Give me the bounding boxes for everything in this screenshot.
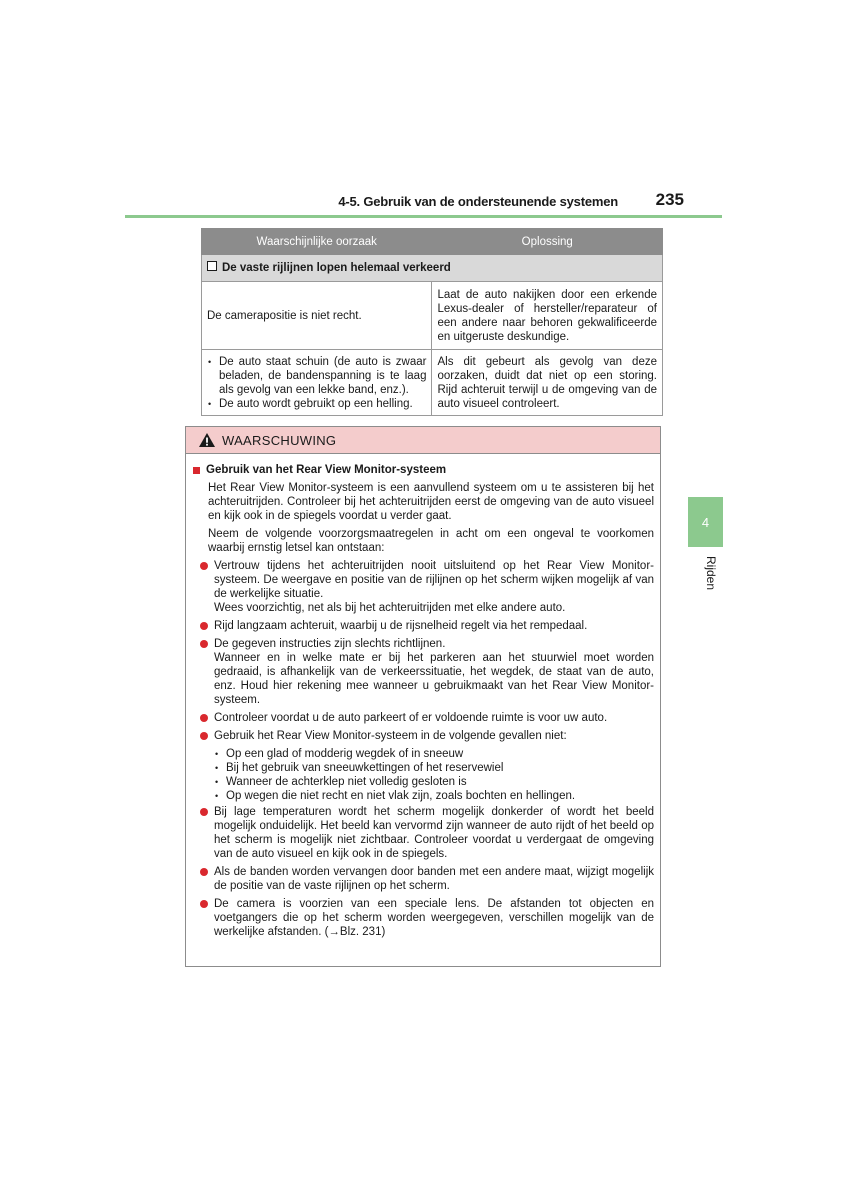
- item-text: De gegeven instructies zijn slechts richtlijnen.: [214, 638, 446, 650]
- list-item: [214, 805, 654, 861]
- item-text: Wanneer en in welke mate er bij het parkeren aan het stuurwiel moet worden gedraaid, is afhankelijk van de verkeerssituatie, het wegdek, de staat van de auto, enz. Houd hier rekening mee wanneer u gebruikmaakt van het Rear View Monitor-systeem.: [214, 652, 654, 706]
- list-item: [214, 711, 654, 725]
- list-item: [214, 729, 654, 803]
- item-text: Wees voorzichtig, net als bij het achteruitrijden met elke andere auto.: [214, 602, 566, 614]
- warning-header: [186, 427, 660, 454]
- item-text: Bij lage temperaturen wordt het scherm mogelijk donkerder of wordt het beeld mogelijk onduidelijk. Het beeld kan vervormd zijn wanneer de auto rijdt of het beeld op het scherm is mogelijk niet zichtbaar. Controleer voordat u verdergaat de omgeving van de auto visueel en kijk ook in de spiegels.: [214, 806, 654, 860]
- solution-cell: Als dit gebeurt als gevolg van deze oorzaken, duidt dat niet op een storing. Rijd achteruit terwijl u de omgeving van de auto visueel controleert.: [432, 350, 663, 416]
- chapter-tab: [688, 497, 723, 547]
- sub-list-item: • Op wegen die niet recht en niet vlak zijn, zoals bochten en hellingen.: [226, 789, 654, 803]
- red-bullet-icon: [200, 808, 208, 816]
- sub-list-item: • Wanneer de achterklep niet volledig gesloten is: [226, 775, 654, 789]
- warning-section-title: [192, 463, 654, 477]
- list-item: [214, 637, 654, 707]
- item-text: Gebruik het Rear View Monitor-systeem in de volgende gevallen niet:: [214, 730, 567, 742]
- red-bullet-icon: [200, 900, 208, 908]
- warning-box: [185, 426, 661, 967]
- table-row: [202, 282, 663, 350]
- checkbox-icon: [207, 261, 217, 271]
- sub-list: [214, 747, 654, 803]
- subheader-label: De vaste rijlijnen lopen helemaal verkeerd: [222, 262, 451, 274]
- chapter-number: 4: [701, 514, 710, 530]
- list-item: [214, 559, 654, 615]
- table-row: [202, 350, 663, 416]
- list-item: • De auto staat schuin (de auto is zwaar beladen, de bandenspanning is te laag als gevolg van een lekke band, enz.).: [219, 355, 426, 397]
- list-item: • De auto wordt gebruikt op een helling.: [219, 397, 426, 411]
- section-title: 4-5. Gebruik van de ondersteunende systemen: [338, 194, 618, 209]
- header-rule: [125, 215, 722, 218]
- solution-cell: Laat de auto nakijken door een erkende Lexus-dealer of hersteller/reparateur of een andere naar behoren gekwalificeerde en uitgeruste deskundige.: [432, 282, 663, 350]
- red-bullet-icon: [200, 622, 208, 630]
- page-number: 235: [655, 190, 684, 209]
- red-bullet-icon: [200, 732, 208, 740]
- intro-paragraph: Het Rear View Monitor-systeem is een aanvullend systeem om u te assisteren bij het achteruitrijden. Controleer bij het achteruitrijden eerst de omgeving van de auto visueel en kijk ook in de spiegels voordat u verder gaat.: [208, 482, 654, 522]
- cause-cell: De camerapositie is niet recht.: [202, 282, 432, 350]
- list-item: [214, 619, 654, 633]
- item-text: Controleer voordat u de auto parkeert of er voldoende ruimte is voor uw auto.: [214, 712, 608, 724]
- item-text: Als de banden worden vervangen door banden met een andere maat, wijzigt mogelijk de positie van de vaste rijlijnen op het scherm.: [214, 866, 654, 892]
- chapter-label: Rijden: [704, 556, 718, 591]
- red-bullet-icon: [200, 714, 208, 722]
- list-item: [214, 865, 654, 893]
- red-square-icon: [193, 467, 200, 474]
- warning-section-label: Gebruik van het Rear View Monitor-systeem: [206, 464, 447, 476]
- red-bullet-icon: [200, 562, 208, 570]
- column-header-cause: Waarschijnlijke oorzaak: [202, 229, 432, 255]
- list-item: [214, 897, 654, 939]
- column-header-solution: Oplossing: [432, 229, 663, 255]
- cause-cell: [202, 350, 432, 416]
- item-text: De camera is voorzien van een speciale lens. De afstanden tot objecten en voetgangers die op het scherm worden weergegeven, verschillen mogelijk van de werkelijke afstanden. (→Blz. 231): [214, 898, 654, 938]
- warning-triangle-icon: [198, 432, 216, 448]
- troubleshooting-table: [201, 228, 663, 416]
- warning-title: WAARSCHUWING: [222, 432, 337, 448]
- item-text: Rijd langzaam achteruit, waarbij u de rijsnelheid regelt via het rempedaal.: [214, 620, 588, 632]
- sub-list-item: • Bij het gebruik van sneeuwkettingen of het reservewiel: [226, 761, 654, 775]
- red-bullet-icon: [200, 868, 208, 876]
- warning-body: [186, 454, 660, 939]
- table-subheader: [202, 255, 663, 282]
- item-text: Vertrouw tijdens het achteruitrijden nooit uitsluitend op het Rear View Monitor-systeem. De weergave en positie van de rijlijnen op het scherm wijken mogelijk af van de werkelijke situatie.: [214, 560, 654, 600]
- intro-paragraph: Neem de volgende voorzorgsmaatregelen in acht om een ongeval te voorkomen waarbij ernstig letsel kan ontstaan:: [208, 528, 654, 554]
- sub-list-item: • Op een glad of modderig wegdek of in sneeuw: [226, 747, 654, 761]
- red-bullet-icon: [200, 640, 208, 648]
